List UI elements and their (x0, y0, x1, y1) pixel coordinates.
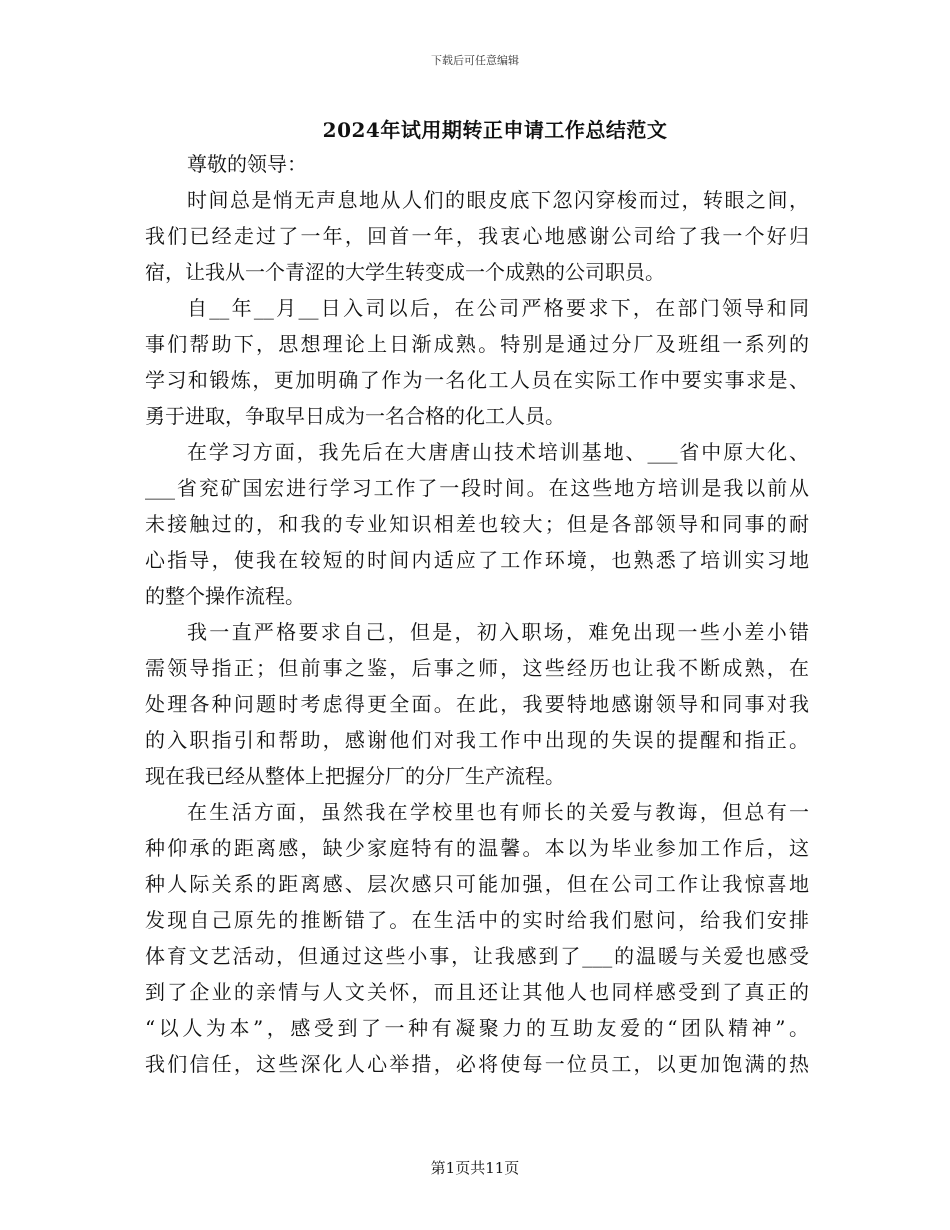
text-line: 在学习方面，我先后在大唐唐山技术培训基地、___省中原大化、 (187, 440, 809, 464)
text-line: 自__年__月__日入司以后，在公司严格要求下，在部门领导和同 (187, 296, 809, 320)
text-line: 事们帮助下，思想理论上日渐成熟。特别是通过分厂及班组一系列的 (145, 332, 809, 356)
text-line: 现在我已经从整体上把握分厂的分厂生产流程。 (145, 764, 565, 788)
text-line: 的整个操作流程。 (145, 584, 305, 608)
text-line: 时间总是悄无声息地从人们的眼皮底下忽闪穿梭而过，转眼之间， (187, 188, 809, 212)
text-line: 我们已经走过了一年，回首一年，我衷心地感谢公司给了我一个好归 (145, 224, 809, 248)
page-footer: 第1页共11页 (430, 1159, 520, 1177)
text-line: 宿，让我从一个青涩的大学生转变成一个成熟的公司职员。 (145, 260, 665, 284)
text-line: 发现自己原先的推断错了。在生活中的实时给我们慰问，给我们安排 (145, 908, 809, 932)
text-line: 未接触过的，和我的专业知识相差也较大；但是各部领导和同事的耐 (145, 512, 809, 536)
text-line: 心指导，使我在较短的时间内适应了工作环境，也熟悉了培训实习地 (145, 548, 809, 572)
text-line: 学习和锻炼，更加明确了作为一名化工人员在实际工作中要实事求是、 (145, 368, 809, 392)
text-line: 在生活方面，虽然我在学校里也有师长的关爱与教诲，但总有一 (187, 800, 809, 824)
text-line: ___省兖矿国宏进行学习工作了一段时间。在这些地方培训是我以前从 (145, 476, 809, 500)
text-line: 到了企业的亲情与人文关怀，而且还让其他人也同样感受到了真正的 (145, 980, 809, 1004)
text-line: 尊敬的领导： (187, 152, 307, 176)
text-line: 勇于进取，争取早日成为一名合格的化工人员。 (145, 404, 565, 428)
text-line: 体育文艺活动，但通过这些小事，让我感到了___的温暖与关爱也感受 (145, 944, 809, 968)
text-line: 需领导指正；但前事之鉴，后事之师，这些经历也让我不断成熟，在 (145, 656, 809, 680)
document-title: 2024年试用期转正申请工作总结范文 (322, 118, 668, 142)
text-line: 种人际关系的距离感、层次感只可能加强，但在公司工作让我惊喜地 (145, 872, 809, 896)
document-body (145, 146, 809, 1082)
text-line: 的入职指引和帮助，感谢他们对我工作中出现的失误的提醒和指正。 (145, 728, 809, 752)
header-note: 下载后可任意编辑 (431, 54, 519, 67)
text-line: 种仰承的距离感，缺少家庭特有的温馨。本以为毕业参加工作后，这 (145, 836, 809, 860)
text-line: 我们信任，这些深化人心举措，必将使每一位员工，以更加饱满的热 (145, 1052, 809, 1076)
text-line: “以人为本”，感受到了一种有凝聚力的互助友爱的“团队精神”。 (145, 1016, 809, 1040)
text-line: 处理各种问题时考虑得更全面。在此，我要特地感谢领导和同事对我 (145, 692, 809, 716)
text-line: 我一直严格要求自己，但是，初入职场，难免出现一些小差小错 (187, 620, 809, 644)
